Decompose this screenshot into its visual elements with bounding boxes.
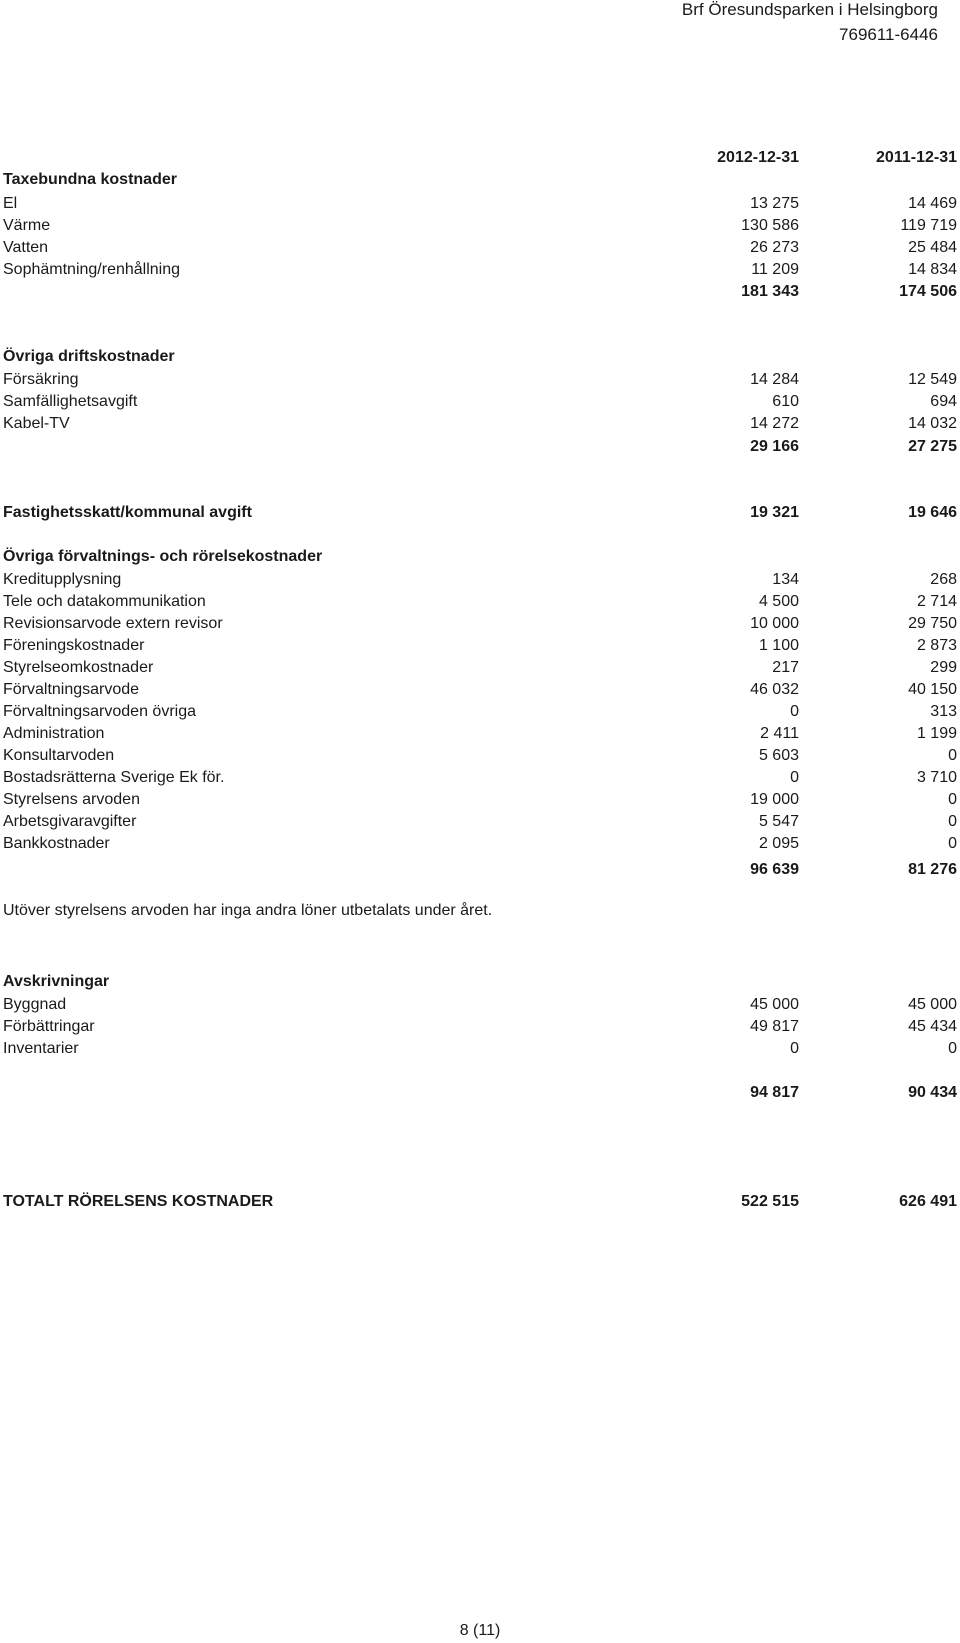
row-value-2012: 5 603 [758, 747, 799, 764]
row-value-2012: 5 547 [758, 813, 799, 830]
row-label: Bostadsrätterna Sverige Ek för. [3, 769, 225, 786]
row-value-2011: 313 [930, 703, 957, 720]
row-value-2012: 130 586 [741, 217, 799, 234]
row-value-2012: 2 095 [758, 835, 799, 852]
section-title-avskrivningar: Avskrivningar [3, 973, 110, 990]
row-label: Administration [3, 725, 105, 742]
table-row [3, 236, 957, 260]
row-label: Bankkostnader [3, 835, 110, 852]
row-value-2011: 14 032 [908, 415, 957, 432]
row-value-2011: 14 834 [908, 261, 957, 278]
row-label: Försäkring [3, 371, 79, 388]
row-label: Värme [3, 217, 51, 234]
table-row [3, 744, 957, 768]
row-label: Föreningskostnader [3, 637, 145, 654]
table-row [3, 258, 957, 282]
row-value-2012: 134 [772, 571, 799, 588]
row-label: Samfällighetsavgift [3, 393, 138, 410]
row-label: Styrelsens arvoden [3, 791, 140, 808]
drift-total: 29 166 27 275 [750, 438, 957, 455]
page-number: 8 (11) [459, 1622, 501, 1639]
forvaltning-total: 96 639 81 276 [750, 861, 957, 878]
row-label: Förvaltningsarvode [3, 681, 140, 698]
row-label: Förvaltningsarvoden övriga [3, 703, 196, 720]
table-row [3, 412, 957, 436]
table-row [3, 788, 957, 812]
row-label: Förbättringar [3, 1018, 95, 1035]
column-header-2011: 2011-12-31 [876, 149, 957, 166]
row-value-2012: 0 [790, 1040, 799, 1057]
row-value-2011: 14 469 [908, 195, 957, 212]
row-value-2011: 299 [930, 659, 957, 676]
row-value-2011: 0 [948, 813, 957, 830]
table-row [3, 590, 957, 614]
table-row [3, 214, 957, 238]
row-value-2012: 2 411 [760, 725, 799, 742]
row-value-2012: 10 000 [750, 615, 799, 632]
row-value-2011: 0 [948, 747, 957, 764]
table-row [3, 634, 957, 658]
row-value-2011: 45 000 [908, 996, 957, 1013]
row-value-2011: 25 484 [908, 239, 957, 256]
row-value-2011: 3 710 [916, 769, 957, 786]
row-value-2011: 12 549 [908, 371, 957, 388]
table-row [3, 993, 957, 1017]
row-label: Inventarier [3, 1040, 79, 1057]
section-title-taxebundna: Taxebundna kostnader [3, 171, 177, 188]
row-label: Konsultarvoden [3, 747, 115, 764]
row-label: Styrelseomkostnader [3, 659, 154, 676]
avskrivningar-total: 94 817 90 434 [750, 1084, 957, 1101]
row-label: Arbetsgivaravgifter [3, 813, 137, 830]
row-label: Byggnad [3, 996, 67, 1013]
row-value-2011: 2 873 [916, 637, 957, 654]
row-value-2011: 0 [948, 835, 957, 852]
table-row [3, 390, 957, 414]
row-value-2012: 11 209 [751, 261, 799, 278]
row-value-2011: 0 [948, 1040, 957, 1057]
table-row [3, 368, 957, 392]
section-title-drift: Övriga driftskostnader [3, 348, 175, 365]
row-value-2012: 14 284 [750, 371, 799, 388]
row-value-2012: 19 000 [750, 791, 799, 808]
table-row [3, 1037, 957, 1061]
row-value-2011: 2 714 [916, 593, 957, 610]
column-headers [3, 146, 957, 170]
table-row [3, 192, 957, 216]
organization-name: Brf Öresundsparken i Helsingborg [681, 0, 938, 19]
row-value-2012: 0 [790, 769, 799, 786]
salary-note: Utöver styrelsens arvoden har inga andra löner utbetalats under året. [3, 902, 493, 919]
taxebundna-total: 181 343 174 506 [741, 283, 957, 300]
row-value-2012: 0 [790, 703, 799, 720]
row-value-2012: 217 [772, 659, 799, 676]
table-row [3, 700, 957, 724]
row-value-2012: 1 100 [758, 637, 799, 654]
row-value-2012: 13 275 [750, 195, 799, 212]
row-label: Vatten [3, 239, 49, 256]
table-row [3, 612, 957, 636]
fastighetsskatt-row: Fastighetsskatt/kommunal avgift 19 321 19 646 [3, 504, 957, 521]
row-value-2011: 119 719 [900, 217, 957, 234]
row-value-2011: 29 750 [908, 615, 957, 632]
table-row [3, 656, 957, 680]
row-value-2012: 610 [772, 393, 799, 410]
row-label: Kabel-TV [3, 415, 70, 432]
row-label: Sophämtning/renhållning [3, 261, 181, 278]
organization-number: 769611-6446 [839, 25, 938, 44]
table-row [3, 678, 957, 702]
row-value-2011: 1 199 [916, 725, 957, 742]
row-value-2012: 49 817 [750, 1018, 799, 1035]
section-title-forvaltning: Övriga förvaltnings- och rörelsekostnader [3, 548, 323, 565]
row-value-2011: 268 [930, 571, 957, 588]
row-value-2012: 45 000 [750, 996, 799, 1013]
row-value-2012: 14 272 [750, 415, 799, 432]
row-value-2012: 26 273 [750, 239, 799, 256]
row-label: Tele och datakommunikation [3, 593, 206, 610]
row-value-2011: 0 [948, 791, 957, 808]
table-row [3, 810, 957, 834]
column-header-2012: 2012-12-31 [717, 149, 799, 166]
table-row [3, 766, 957, 790]
row-value-2011: 694 [930, 393, 957, 410]
table-row [3, 832, 957, 856]
table-row [3, 1015, 957, 1039]
row-value-2011: 40 150 [908, 681, 957, 698]
row-value-2012: 46 032 [750, 681, 799, 698]
row-value-2011: 45 434 [908, 1018, 957, 1035]
row-label: Revisionsarvode extern revisor [3, 615, 223, 632]
row-label: Kreditupplysning [3, 571, 122, 588]
row-label: El [3, 195, 18, 212]
row-value-2012: 4 500 [758, 593, 799, 610]
table-row [3, 568, 957, 592]
table-row [3, 722, 957, 746]
grand-total-row: TOTALT RÖRELSENS KOSTNADER 522 515 626 491 [3, 1193, 957, 1210]
